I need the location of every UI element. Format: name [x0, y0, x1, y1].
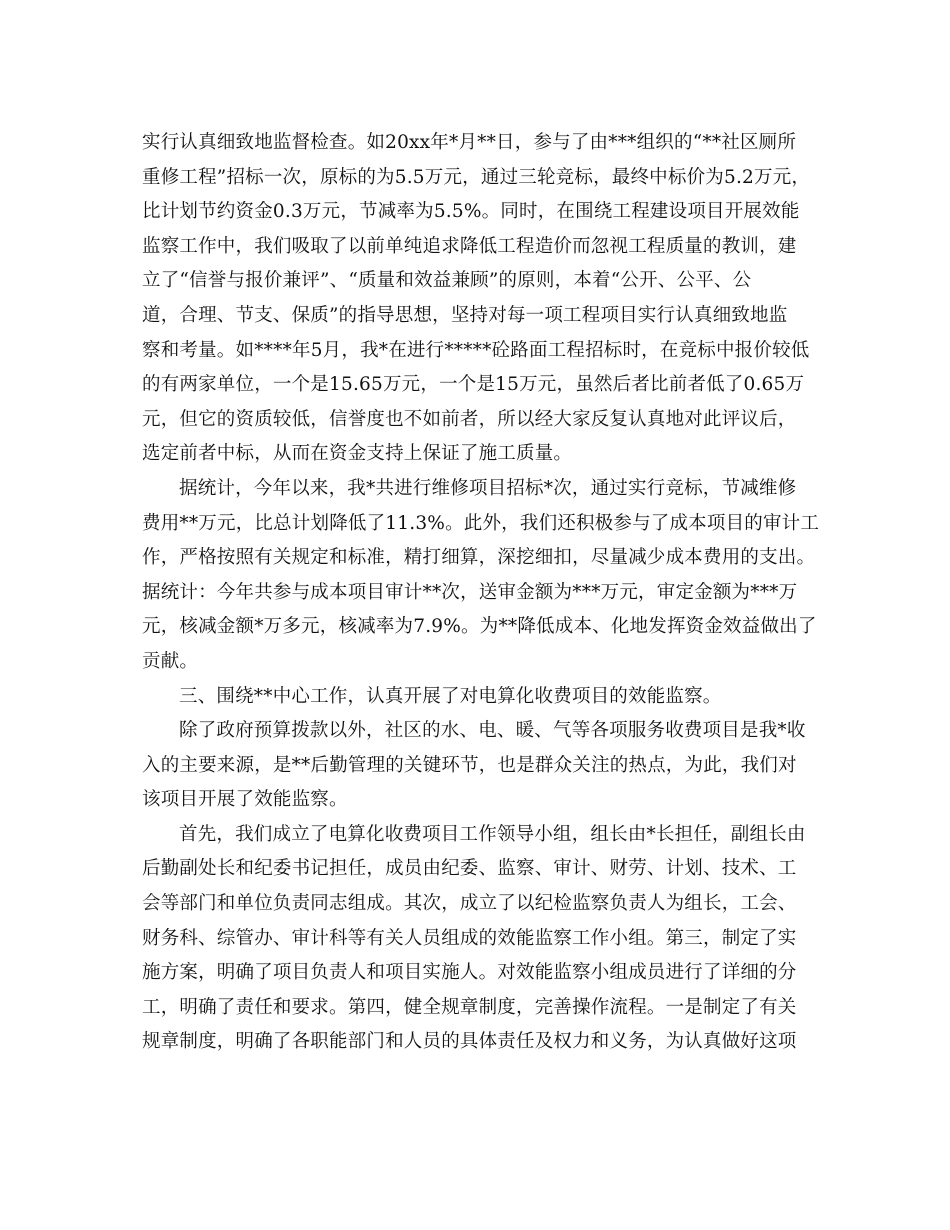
document-body	[142, 126, 822, 1060]
text-line: 工，明确了责任和要求。第四，健全规章制度，完善操作流程。一是制定了有关	[142, 996, 797, 1018]
text-line: 选定前者中标，从而在资金支持上保证了施工质量。	[142, 443, 573, 465]
text-line: 元，但它的资质较低，信誉度也不如前者，所以经大家反复认真地对此评议后，	[142, 408, 797, 430]
text-line: 入的主要来源，是**后勤管理的关键环节，也是群众关注的热点，为此，我们对	[142, 754, 797, 776]
text-line: 道，合理、节支、保质”的指导思想，坚持对每一项工程项目实行认真细致地监	[142, 304, 788, 326]
text-line: 据统计，今年以来，我*共进行维修项目招标*次，通过实行竞标，节减维修	[179, 477, 797, 499]
text-line: 除了政府预算拨款以外，社区的水、电、暖、气等各项服务收费项目是我*收	[179, 720, 806, 742]
text-line: 实行认真细致地监督检查。如20xx年*月**日，参与了由***组织的“**社区厕所	[142, 132, 797, 153]
text-line: 察和考量。如****年5月，我*在进行*****砼路面工程招标时，在竞标中报价较低	[142, 339, 810, 361]
text-line: 会等部门和单位负责同志组成。其次，成立了以纪检监察负责人为组长，工会、	[142, 893, 797, 915]
text-line: 据统计：今年共参与成本项目审计**次，送审金额为***万元，审定金额为***万	[142, 581, 798, 603]
text-line: 贡献。	[142, 650, 199, 672]
text-line: 重修工程”招标一次，原标的为5.5万元，通过三轮竞标，最终中标价为5.2万元，	[142, 166, 811, 188]
text-line: 比计划节约资金0.3万元，节减率为5.5%。同时，在围绕工程建设项目开展效能	[142, 201, 800, 223]
text-line: 费用**万元，比总计划降低了11.3%。此外，我们还积极参与了成本项目的审计工	[142, 512, 820, 534]
text-line: 作，严格按照有关规定和标准，精打细算，深挖细扣，尽量减少成本费用的支出。	[142, 547, 816, 569]
text-line: 三、围绕**中心工作，认真开展了对电算化收费项目的效能监察。	[179, 685, 722, 707]
text-line: 首先，我们成立了电算化收费项目工作领导小组，组长由*长担任，副组长由	[179, 823, 806, 845]
text-line: 监察工作中，我们吸取了以前单纯追求降低工程造价而忽视工程质量的教训，建	[142, 235, 797, 257]
text-line: 立了“信誉与报价兼评”、“质量和效益兼顾”的原则，本着“公开、公平、公	[142, 270, 752, 292]
text-line: 施方案，明确了项目负责人和项目实施人。对效能监察小组成员进行了详细的分	[142, 962, 797, 984]
text-line: 的有两家单位，一个是15.65万元，一个是15万元，虽然后者比前者低了0.65万	[142, 374, 805, 396]
text-line: 规章制度，明确了各职能部门和人员的具体责任及权力和义务，为认真做好这项	[142, 1031, 797, 1053]
text-line: 后勤副处长和纪委书记担任，成员由纪委、监察、审计、财劳、计划、技术、工	[142, 858, 797, 880]
text-line: 该项目开展了效能监察。	[142, 789, 348, 811]
text-line: 财务科、综管办、审计科等有关人员组成的效能监察工作小组。第三，制定了实	[142, 927, 797, 949]
text-line: 元，核减金额*万多元，核减率为7.9%。为**降低成本、化地发挥资金效益做出了	[142, 616, 817, 638]
